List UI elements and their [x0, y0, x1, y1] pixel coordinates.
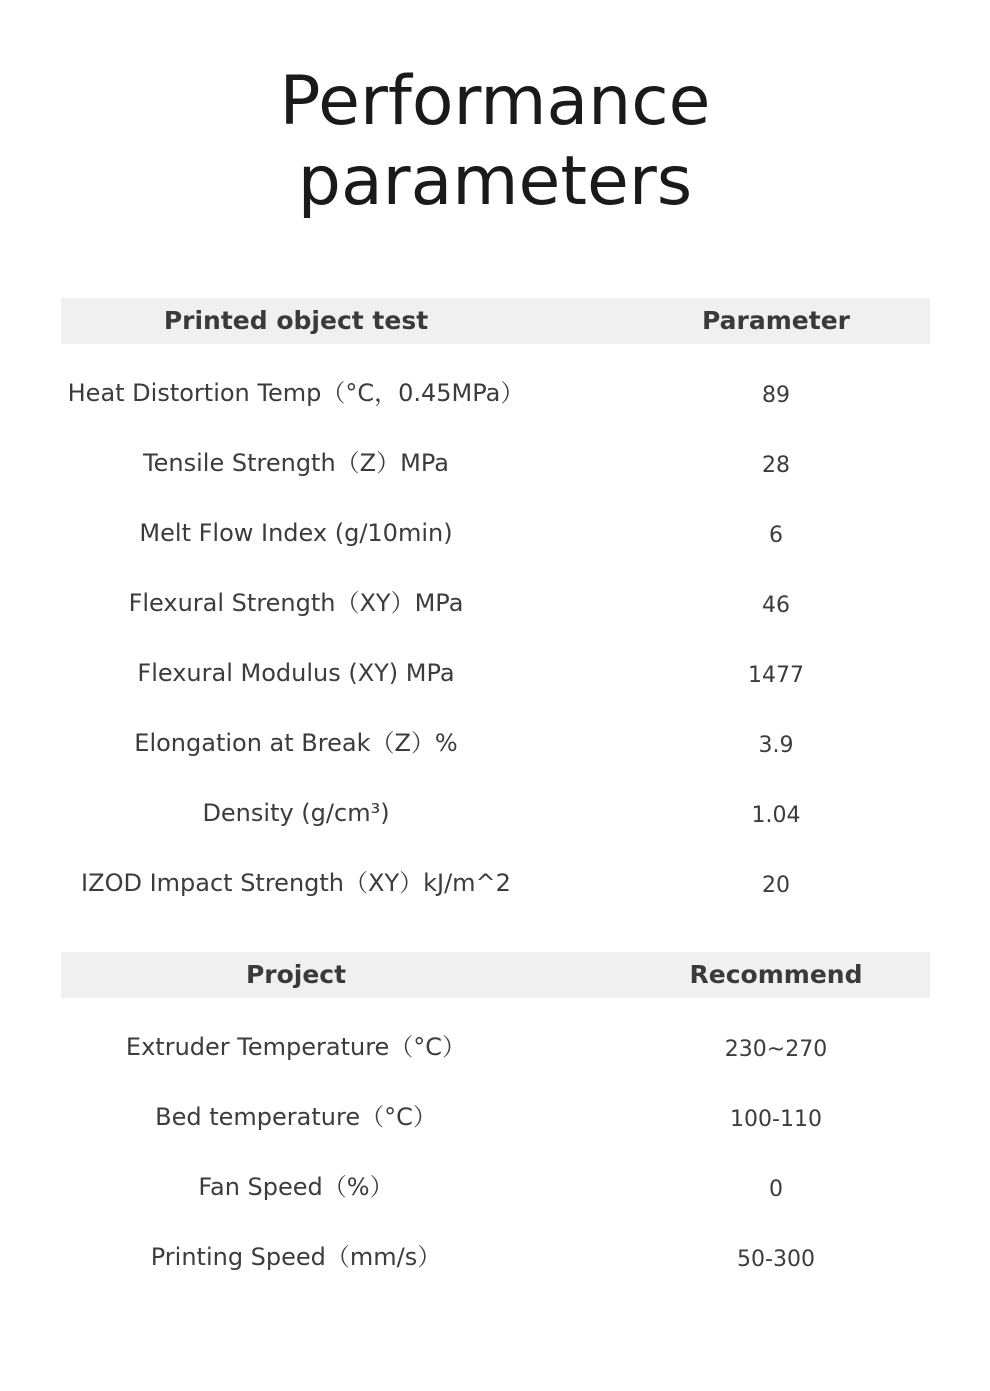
recommend-table-header: [61, 952, 930, 998]
performance-table: [61, 298, 930, 928]
row-label: Flexural Modulus (XY) MPa: [137, 659, 455, 687]
row-label: Elongation at Break（Z）%: [134, 729, 458, 757]
row-value: 1.04: [751, 803, 801, 828]
row-value: 20: [762, 873, 790, 898]
table-row: [61, 1232, 930, 1302]
row-value: 230~270: [724, 1037, 828, 1062]
table-row: [61, 508, 930, 578]
row-value: 1477: [748, 663, 804, 688]
row-value: 28: [762, 453, 790, 478]
row-value: 6: [769, 523, 783, 548]
row-label: Bed temperature（°C）: [155, 1103, 437, 1131]
recommend-table-body: [61, 998, 930, 1302]
performance-table-body: [61, 344, 930, 928]
table-row: [61, 438, 930, 508]
row-value: 46: [762, 593, 790, 618]
row-value: 89: [762, 383, 790, 408]
row-label: Heat Distortion Temp（°C，0.45MPa）: [67, 379, 525, 407]
table-row: [61, 368, 930, 438]
recommend-table: [61, 952, 930, 1302]
row-label: Flexural Strength（XY）MPa: [128, 589, 464, 617]
row-label: Density (g/cm³): [202, 799, 390, 827]
performance-table-header: [61, 298, 930, 344]
row-value: 100-110: [730, 1107, 822, 1132]
table-row: [61, 648, 930, 718]
table-row: [61, 858, 930, 928]
column-header-recommend: Recommend: [689, 960, 863, 989]
table-row: [61, 788, 930, 858]
row-label: Melt Flow Index (g/10min): [139, 519, 453, 547]
row-value: 3.9: [758, 733, 794, 758]
table-row: [61, 1022, 930, 1092]
table-row: [61, 1162, 930, 1232]
page-title-line-2: parameters: [297, 142, 693, 221]
column-header-project: Project: [245, 960, 347, 989]
row-label: Tensile Strength（Z）MPa: [143, 449, 449, 477]
row-value: 50-300: [737, 1247, 815, 1272]
page-title: [0, 62, 990, 222]
row-label: IZOD Impact Strength（XY）kJ/m^2: [81, 869, 511, 897]
table-row: [61, 578, 930, 648]
page-title-line-1: Performance: [279, 62, 711, 141]
column-header-test: Printed object test: [163, 306, 429, 335]
row-label: Printing Speed（mm/s）: [150, 1243, 442, 1271]
table-row: [61, 1092, 930, 1162]
row-value: 0: [769, 1177, 783, 1202]
row-label: Fan Speed（%）: [198, 1173, 394, 1201]
table-row: [61, 718, 930, 788]
column-header-parameter: Parameter: [702, 306, 850, 335]
row-label: Extruder Temperature（°C）: [125, 1033, 467, 1061]
